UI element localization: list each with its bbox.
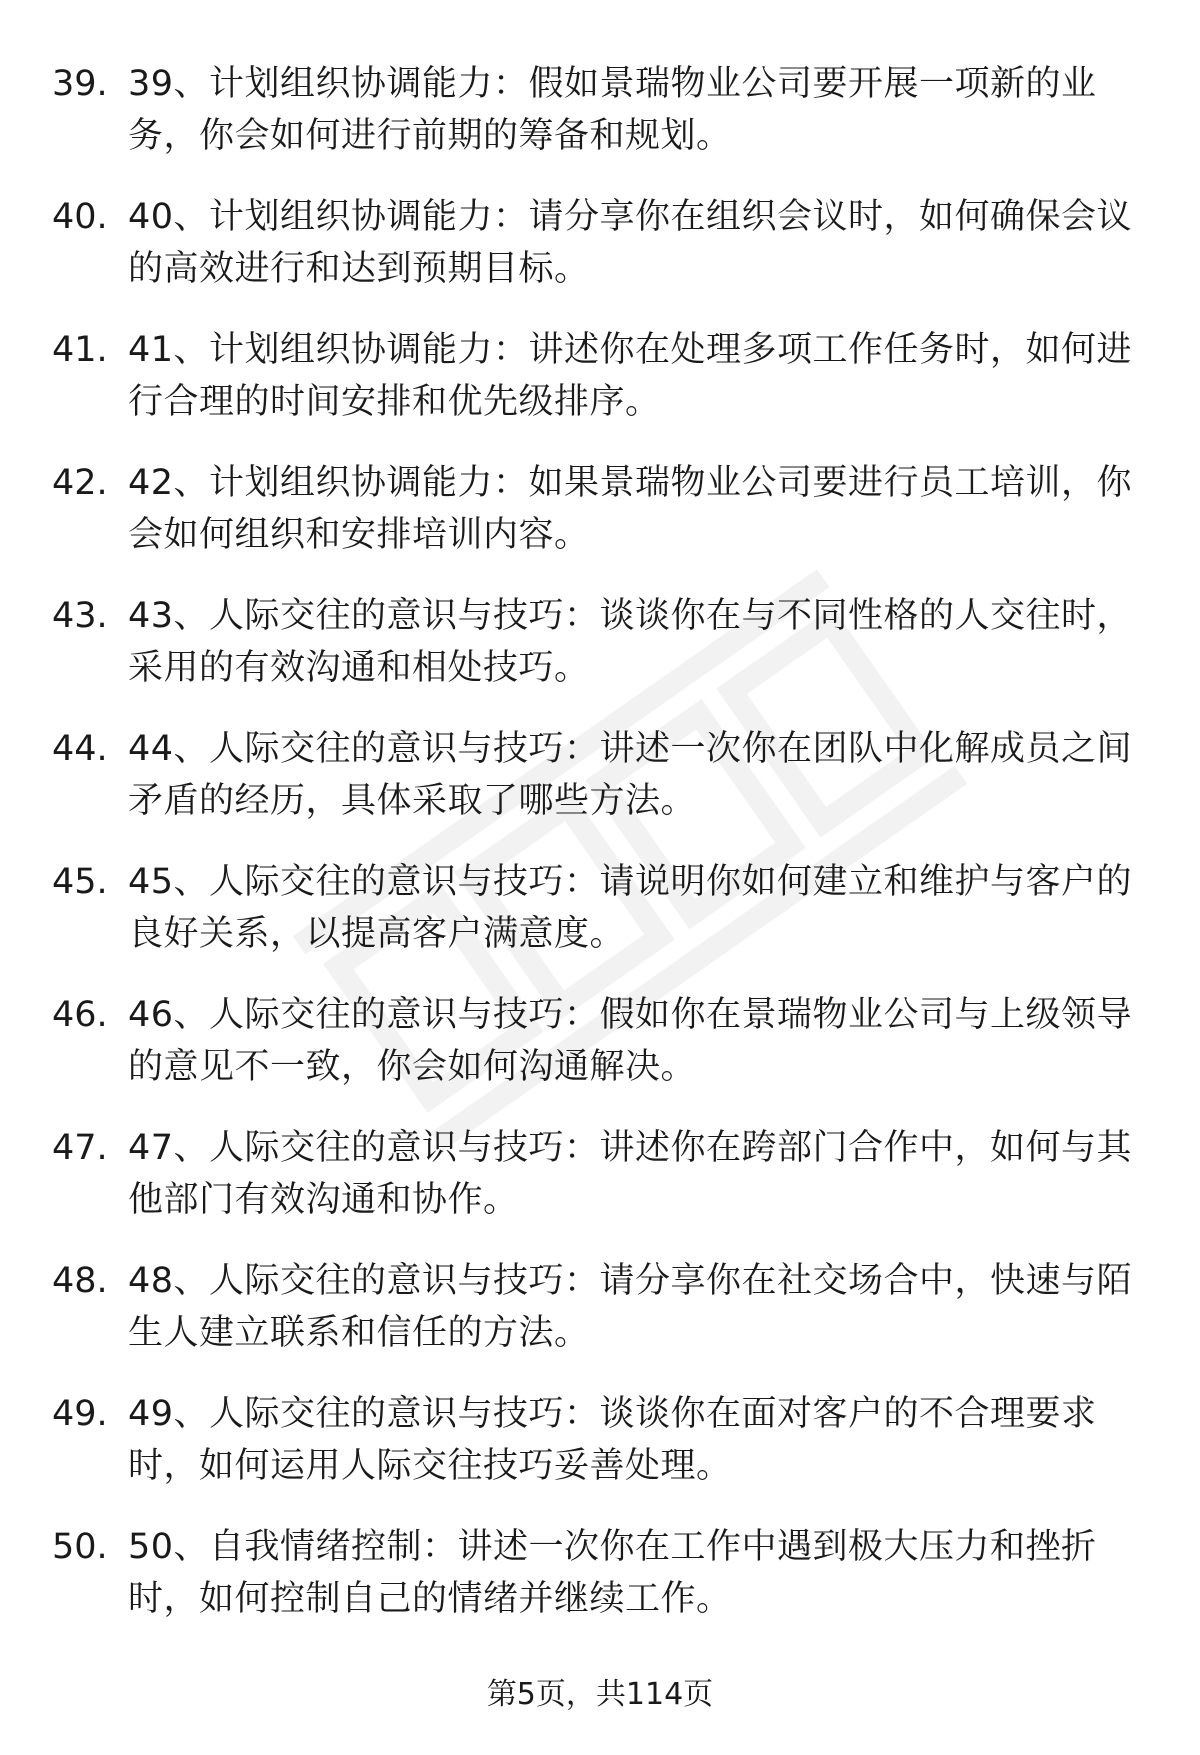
list-item [0,856,1200,989]
list-item [0,1388,1200,1521]
item-number: 49. [52,1394,108,1434]
item-text: 45、人际交往的意识与技巧：请说明你如何建立和维护与客户的良好关系，以提高客户满意度。 [128,862,1133,954]
item-text: 49、人际交往的意识与技巧：谈谈你在面对客户的不合理要求时，如何运用人际交往技巧妥善处理。 [128,1394,1097,1486]
list-item [0,590,1200,723]
page-number-footer: 第5页，共114页 [486,1677,714,1712]
list-item [0,723,1200,856]
list-item [0,58,1200,191]
question-list [0,58,1200,1654]
item-text: 43、人际交往的意识与技巧：谈谈你在与不同性格的人交往时，采用的有效沟通和相处技巧。 [128,596,1133,688]
item-number: 50. [52,1527,108,1567]
item-number: 48. [52,1261,108,1301]
list-item [0,1255,1200,1388]
item-number: 40. [52,197,108,237]
list-item [0,1122,1200,1255]
list-item [0,191,1200,324]
item-number: 45. [52,862,108,902]
list-item [0,457,1200,590]
item-number: 42. [52,463,108,503]
list-item [0,324,1200,457]
item-number: 44. [52,729,108,769]
item-number: 43. [52,596,108,636]
list-item [0,989,1200,1122]
item-text: 50、自我情绪控制：讲述一次你在工作中遇到极大压力和挫折时，如何控制自己的情绪并继续工作。 [128,1527,1097,1619]
item-number: 41. [52,330,108,370]
item-text: 39、计划组织协调能力：假如景瑞物业公司要开展一项新的业务，你会如何进行前期的筹备和规划。 [128,64,1097,156]
item-text: 40、计划组织协调能力：请分享你在组织会议时，如何确保会议的高效进行和达到预期目标。 [128,197,1133,289]
item-number: 47. [52,1128,108,1168]
item-number: 46. [52,995,108,1035]
item-number: 39. [52,64,108,104]
item-text: 48、人际交往的意识与技巧：请分享你在社交场合中，快速与陌生人建立联系和信任的方法。 [128,1261,1133,1353]
item-text: 44、人际交往的意识与技巧：讲述一次你在团队中化解成员之间矛盾的经历，具体采取了哪些方法。 [128,729,1133,821]
list-item [0,1521,1200,1654]
item-text: 41、计划组织协调能力：讲述你在处理多项工作任务时，如何进行合理的时间安排和优先级排序。 [128,330,1133,422]
item-text: 46、人际交往的意识与技巧：假如你在景瑞物业公司与上级领导的意见不一致，你会如何沟通解决。 [128,995,1133,1087]
item-text: 42、计划组织协调能力：如果景瑞物业公司要进行员工培训，你会如何组织和安排培训内容。 [128,463,1133,555]
item-text: 47、人际交往的意识与技巧：讲述你在跨部门合作中，如何与其他部门有效沟通和协作。 [128,1128,1133,1220]
